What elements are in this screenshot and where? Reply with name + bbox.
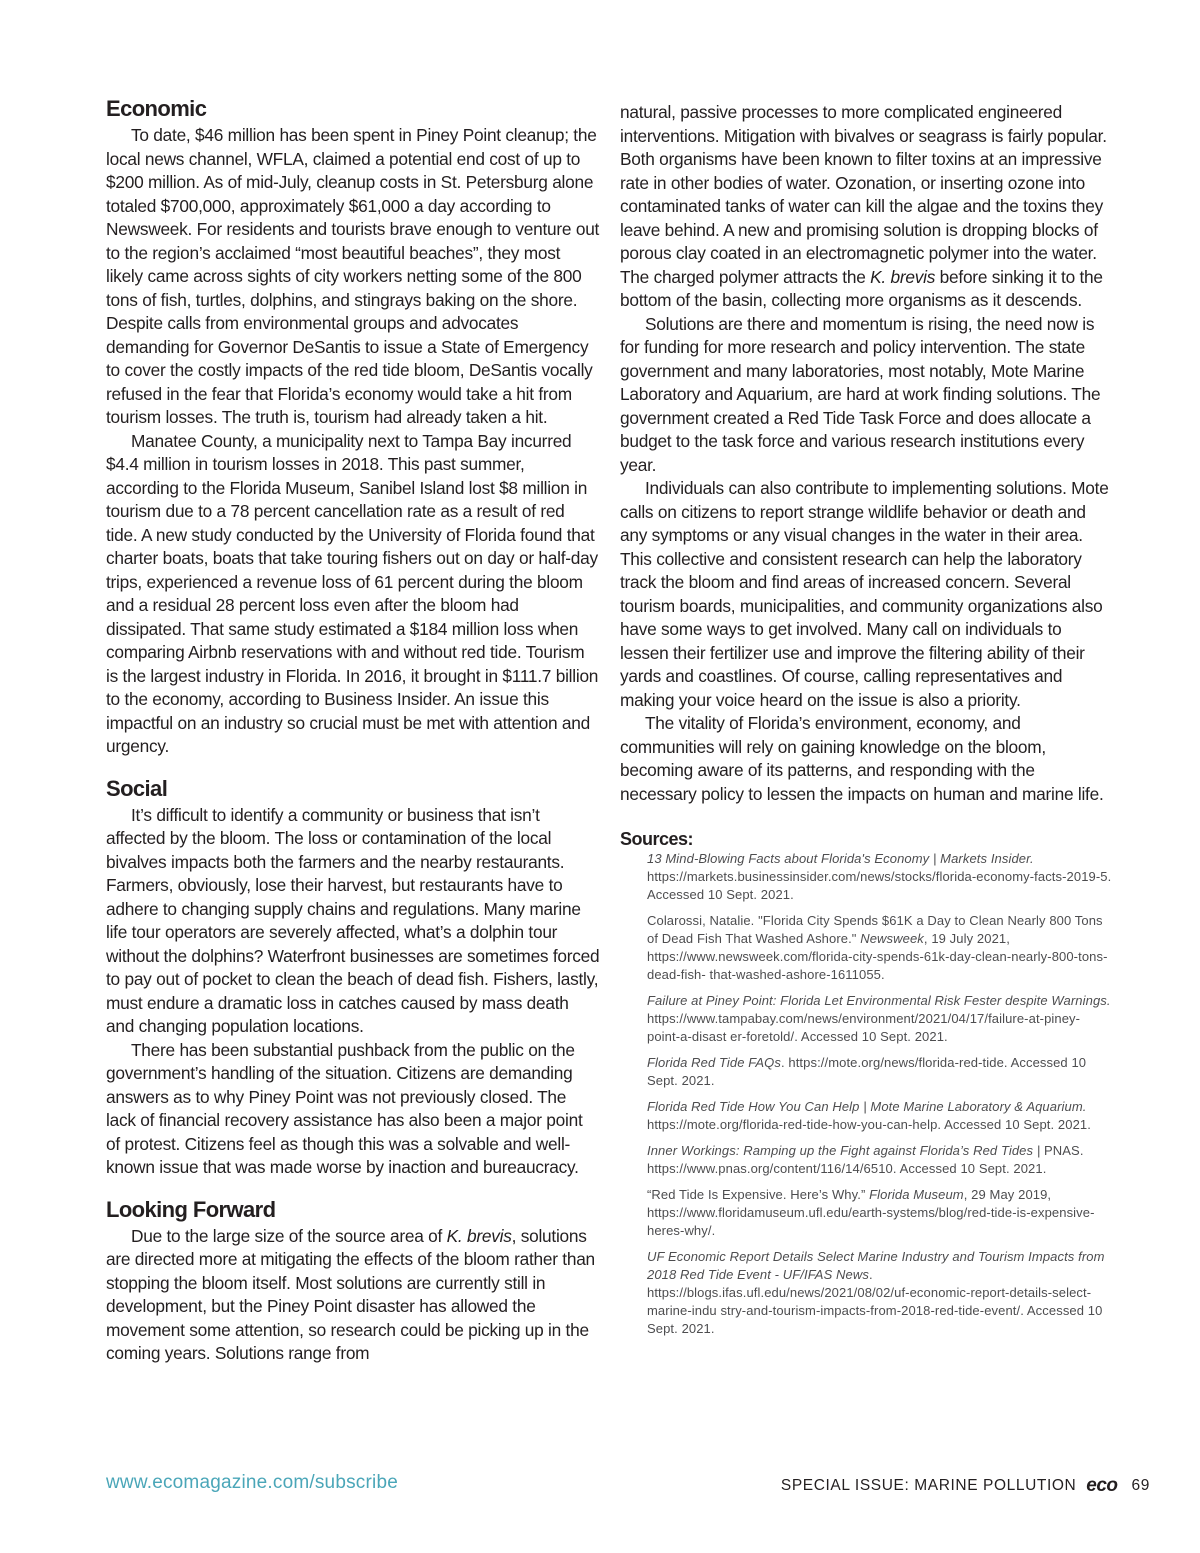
source-entry bbox=[647, 1248, 1112, 1338]
source-text: , 29 May 2019, https://www.floridamuseum.ufl.edu/earth-systems/blog/red-tide-is-expensive-heres-why/. bbox=[647, 1187, 1095, 1238]
sources-heading: Sources: bbox=[620, 829, 694, 849]
source-text: Colarossi, Natalie. "Florida City Spends $61K a Day to Clean Nearly 800 Tons of Dead Fish That Washed Ashore." bbox=[647, 913, 1103, 946]
eco-logo: eco bbox=[1086, 1475, 1118, 1496]
source-text: , 19 July 2021, https://www.newsweek.com/florida-city-spends-61k-day-clean-nearly-800-tons-dead-fish- that-washed-ashore-1611055. bbox=[647, 931, 1108, 982]
source-title: Florida Red Tide How You Can Help | Mote Marine Laboratory & Aquarium. bbox=[647, 1099, 1087, 1114]
source-text: PNAS. https://www.pnas.org/content/116/14/6510. Accessed 10 Sept. 2021. bbox=[647, 1143, 1084, 1176]
source-title: Newsweek bbox=[860, 931, 924, 946]
text-run: Due to the large size of the source area of bbox=[131, 1225, 447, 1246]
text-run: natural, passive processes to more complicated engineered interventions. Mitigation with bivalves or seagrass is fairly popular. Both organisms have been known to filter toxins at an impressive rate in other bodies of water. Ozonation, or inserting ozone into contaminated tanks of water can kill the algae and the toxins they leave behind. A new and promising solution is dropping blocks of porous clay coated in an electromagnetic polymer into the water. The charged polymer attracts the bbox=[620, 102, 1107, 287]
vitality-paragraph: The vitality of Florida’s environment, economy, and communities will rely on gaining knowledge on the bloom, becoming aware of its patterns, and responding with the necessary policy to lessen the impacts on human and marine life. bbox=[620, 713, 1104, 804]
sources-list bbox=[620, 850, 1112, 1338]
source-entry bbox=[647, 1186, 1112, 1240]
source-entry bbox=[647, 1054, 1112, 1090]
text-run: , solutions are directed more at mitigating the effects of the bloom rather than stopping the bloom itself. Most solutions are currently still in development, but the Piney Point disaster has allowed the movement some attention, so research could be picking up in the coming years. Solutions range from bbox=[106, 1225, 595, 1363]
section-heading-social: Social bbox=[106, 775, 168, 801]
source-title: Florida Museum bbox=[869, 1187, 964, 1202]
looking-forward-paragraph-1 bbox=[106, 1225, 600, 1366]
solutions-paragraph: Solutions are there and momentum is rising, the need now is for funding for more research and policy intervention. The state government and many laboratories, most notably, Mote Marine Laboratory and Aquarium, are hard at work finding solutions. The government created a Red Tide Task Force and does allocate a budget to the task force and various research institutions every year. bbox=[620, 313, 1101, 475]
source-text: https://mote.org/florida-red-tide-how-you-can-help. Accessed 10 Sept. 2021. bbox=[647, 1117, 1091, 1132]
source-title: Failure at Piney Point: Florida Let Environmental Risk Fester despite Warnings. bbox=[647, 993, 1111, 1008]
source-title: 13 Mind-Blowing Facts about Florida's Economy | Markets Insider. bbox=[647, 851, 1034, 866]
source-title: UF Economic Report Details Select Marine Industry and Tourism Impacts from 2018 Red Tide Event - UF/IFAS News bbox=[647, 1249, 1105, 1282]
continued-paragraph bbox=[620, 101, 1112, 313]
economic-paragraph-1: To date, $46 million has been spent in Piney Point cleanup; the local news channel, WFLA, claimed a potential end cost of up to $200 million. As of mid-July, cleanup costs in St. Petersburg alone totaled $700,000, approximately $61,000 a day according to Newsweek. For residents and tourists brave enough to venture out to the region’s acclaimed “most beautiful beaches”, they most likely came across sights of city workers netting some of the 800 tons of fish, turtles, dolphins, and stingrays baking on the shore. Despite calls from environmental groups and advocates demanding for Governor DeSantis to issue a State of Emergency to cover the costly impacts of the red tide bloom, DeSantis vocally refused in the fear that Florida’s economy would take a hit from tourism losses. The truth is, tourism had already taken a hit. bbox=[106, 125, 600, 427]
issue-title: SPECIAL ISSUE: MARINE POLLUTION bbox=[780, 1477, 1077, 1494]
source-title: Florida Red Tide FAQs bbox=[647, 1055, 781, 1070]
source-text: . https://blogs.ifas.ufl.edu/news/2021/08/02/uf-economic-report-details-select-marine-indu stry-and-tourism-impacts-from-2018-red-tide-event/. Accessed 10 Sept. 2021. bbox=[647, 1267, 1103, 1336]
source-entry bbox=[647, 1098, 1112, 1134]
species-name: K. brevis bbox=[446, 1225, 512, 1246]
source-text: https://www.tampabay.com/news/environment/2021/04/17/failure-at-piney-point-a-disast er-foretold/. Accessed 10 Sept. 2021. bbox=[647, 1011, 1081, 1044]
individuals-paragraph: Individuals can also contribute to implementing solutions. Mote calls on citizens to report strange wildlife behavior or death and any symptoms or any visual changes in the water in their area. This collective and consistent research can help the laboratory track the bloom and find areas of increased concern. Several tourism boards, municipalities, and community organizations also have some ways to get involved. Many call on individuals to lessen their fertilizer use and improve the filtering ability of their yards and coastlines. Of course, calling representatives and making your voice heard on the issue is also a priority. bbox=[620, 478, 1109, 710]
source-entry bbox=[647, 1142, 1112, 1178]
source-text: . https://mote.org/news/florida-red-tide. Accessed 10 Sept. 2021. bbox=[647, 1055, 1087, 1088]
source-entry bbox=[647, 912, 1112, 984]
left-column bbox=[106, 95, 600, 1366]
section-heading-economic: Economic bbox=[106, 96, 207, 121]
footer-issue-block bbox=[781, 1475, 1150, 1497]
economic-paragraph-2: Manatee County, a municipality next to Tampa Bay incurred $4.4 million in tourism losses in 2018. This past summer, according to the Florida Museum, Sanibel Island lost $8 million in tourism due to a 78 percent cancellation rate as a result of red tide. A new study conducted by the University of Florida found that charter boats, boats that take touring fishers out on day or half-day trips, experienced a revenue loss of 61 percent during the bloom and a residual 28 percent loss even after the bloom had dissipated. That same study estimated a $184 million loss when comparing Airbnb reservations with and without red tide. Tourism is the largest industry in Florida. In 2016, it brought in $111.7 billion to the economy, according to Business Insider. An issue this impactful on an industry so crucial must be met with attention and urgency. bbox=[106, 430, 599, 756]
social-paragraph-1: It’s difficult to identify a community or business that isn’t affected by the bloom. The loss or contamination of the local bivalves impacts both the farmers and the nearby restaurants. Farmers, obviously, lose their harvest, but restaurants have to adhere to changing supply chains and regulations. Many marine life tour operators are severely affected, what’s a dolphin tour without the dolphins? Waterfront businesses are sometimes forced to pay out of pocket to clean the beach of dead fish. Fishers, lastly, must endure a dramatic loss in catches caused by mass death and changing population locations. bbox=[106, 804, 600, 1036]
source-entry bbox=[647, 850, 1112, 904]
right-column bbox=[620, 101, 1112, 1346]
species-name: K. brevis bbox=[870, 266, 936, 287]
social-paragraph-2: There has been substantial pushback from the public on the government’s handling of the situation. Citizens are demanding answers as to why Piney Point was not previously closed. The lack of financial recovery assistance has also been a major point of protest. Citizens feel as though this was a solvable and well-known issue that was made worse by inaction and bureaucracy. bbox=[106, 1039, 583, 1177]
subscribe-link[interactable]: www.ecomagazine.com/subscribe bbox=[106, 1472, 398, 1493]
page-number: 69 bbox=[1131, 1477, 1150, 1494]
section-heading-looking-forward: Looking Forward bbox=[106, 1196, 276, 1222]
source-text: “Red Tide Is Expensive. Here’s Why.” bbox=[647, 1187, 870, 1202]
source-title: Inner Workings: Ramping up the Fight against Florida’s Red Tides | bbox=[647, 1143, 1041, 1158]
source-text: https://markets.businessinsider.com/news/stocks/florida-economy-facts-2019-5. Accessed 10 Sept. 2021. bbox=[647, 869, 1112, 902]
source-entry bbox=[647, 992, 1112, 1046]
text-run: before sinking it to the bottom of the basin, collecting more organisms as it descends. bbox=[620, 266, 1103, 310]
